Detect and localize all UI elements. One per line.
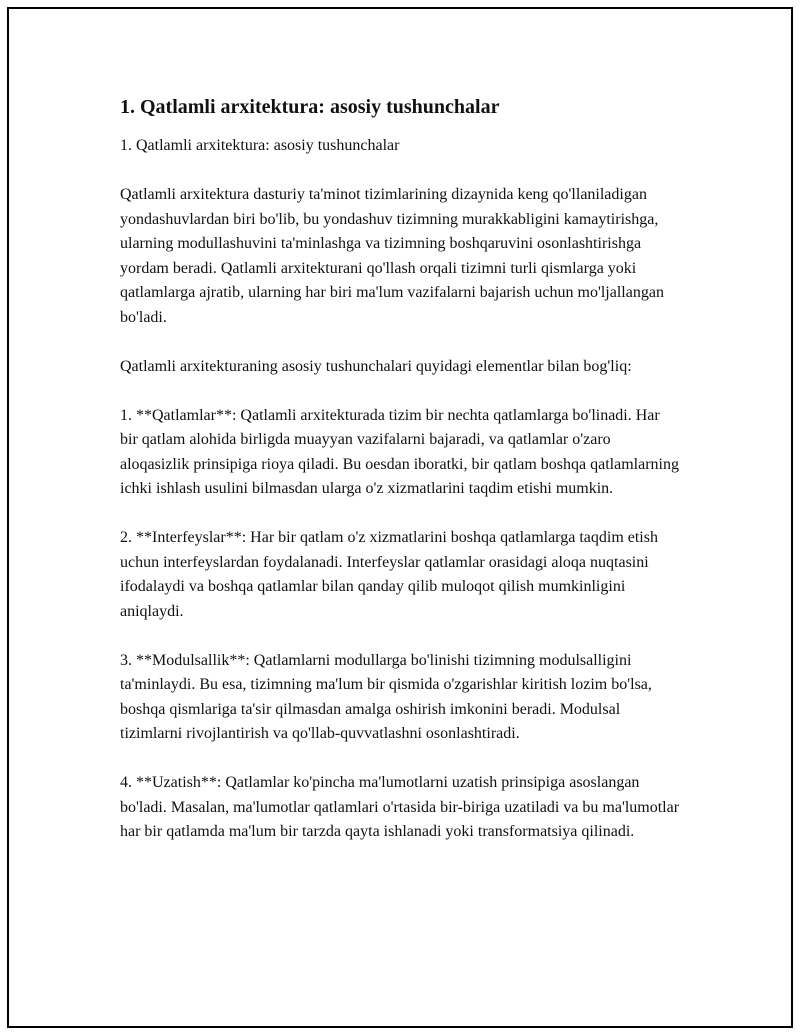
- document-heading: 1. Qatlamli arxitektura: asosiy tushunchalar: [120, 96, 500, 118]
- page-frame: [7, 7, 793, 1028]
- document-body: [120, 95, 680, 845]
- paragraph-concepts-lead: Qatlamli arxitekturaning asosiy tushunchalari quyidagi elementlar bilan bog'liq:: [120, 357, 632, 375]
- paragraph-intro: Qatlamli arxitektura dasturiy ta'minot tizimlarining dizaynida keng qo'llaniladigan yondashuvlardan biri bo'lib, bu yondashuv tizimning murakkabligini kamaytirishga, ularning modullashuvini ta'minlashga va tizimning boshqaruvini osonlashtirishga yordam beradi. Qatlamli arxitekturani qo'llash orqali tizimni turli qismlarga yoki qatlamlarga ajratib, ularning har biri ma'lum vazifalarni bajarish uchun mo'ljallangan bo'ladi.: [120, 186, 664, 326]
- paragraph-item-layers: 1. **Qatlamlar**: Qatlamli arxitekturada tizim bir nechta qatlamlarga bo'linadi. Har bir qatlam alohida birligda muayyan vazifalarni bajaradi, va qatlamlar o'zaro aloqasizlik prinsipiga rioya qiladi. Bu oesdan iboratki, bir qatlam boshqa qatlamlarning ichki ishlash usulini bilmasdan ularga o'z xizmatlarini taqdim etishi mumkin.: [120, 406, 679, 497]
- paragraph-item-modularity: 3. **Modulsallik**: Qatlamlarni modullarga bo'linishi tizimning modulsalligini ta'minlaydi. Bu esa, tizimning ma'lum bir qismida o'zgarishlar kiritish lozim bo'lsa, boshqa qismlariga ta'sir qilmasdan amalga oshirish imkonini beradi. Modulsal tizimlarni rivojlantirish va qo'llab-quvvatlashni osonlashtiradi.: [120, 651, 652, 742]
- paragraph-item-transfer: 4. **Uzatish**: Qatlamlar ko'pincha ma'lumotlarni uzatish prinsipiga asoslangan bo'ladi. Masalan, ma'lumotlar qatlamlari o'rtasida bir-biriga uzatiladi va bu ma'lumotlar har bir qatlamda ma'lum bir tarzda qayta ishlanadi yoki transformatsiya qilinadi.: [120, 774, 680, 840]
- paragraph-subtitle: 1. Qatlamli arxitektura: asosiy tushunchalar: [120, 137, 400, 154]
- paragraph-item-interfaces: 2. **Interfeyslar**: Har bir qatlam o'z xizmatlarini boshqa qatlamlarga taqdim etish uchun interfeyslardan foydalanadi. Interfeyslar qatlamlar orasidagi aloqa nuqtasini ifodalaydi va boshqa qatlamlar bilan qanday qilib muloqot qilish mumkinligini aniqlaydi.: [120, 529, 658, 620]
